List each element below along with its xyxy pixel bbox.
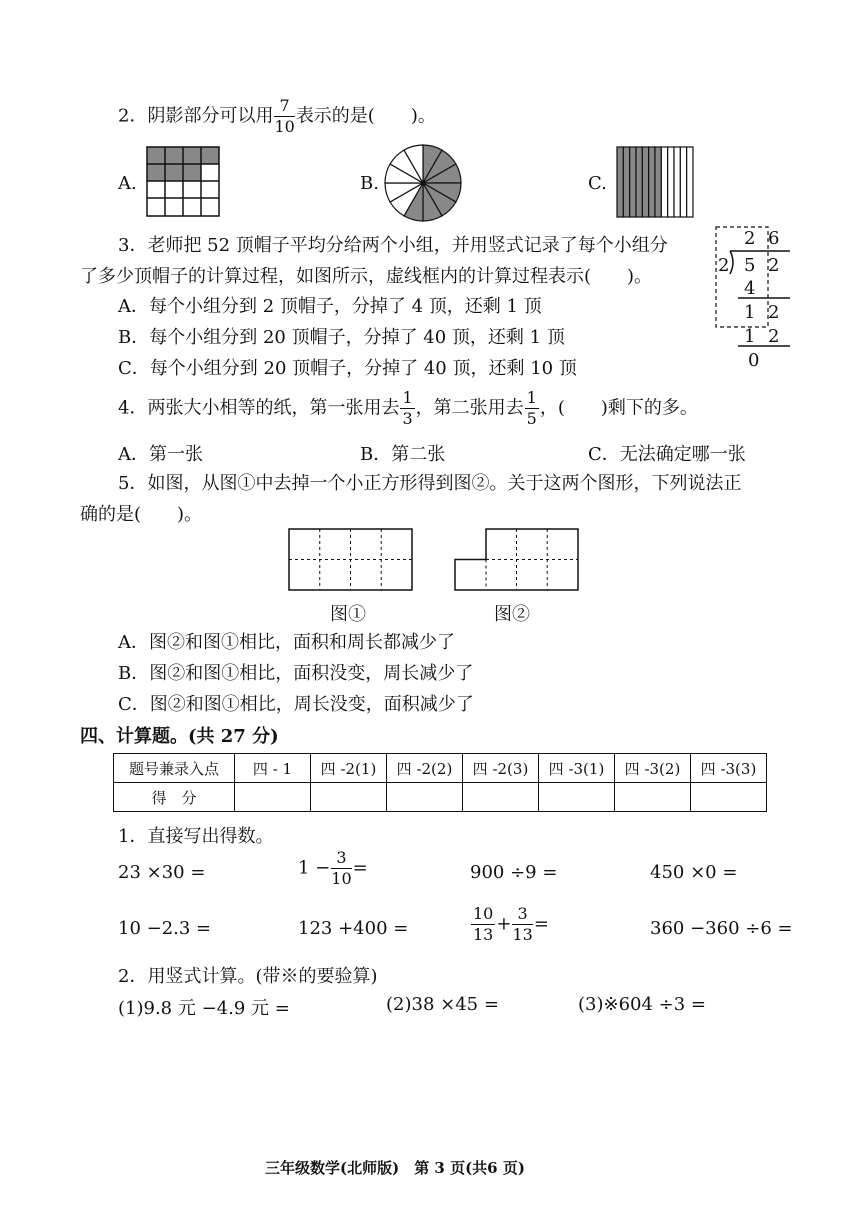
section-4-title: 四、计算题。(共 27 分)	[80, 726, 279, 747]
q5-figure-2-caption: 图②	[494, 604, 530, 625]
q5-stem-line1: 5．如图，从图①中去掉一个小正方形得到图②。关于这两个图形，下列说法正	[118, 473, 742, 494]
calc2-title: 2．用竖式计算。(带※的要验算)	[118, 966, 378, 987]
score-cell[interactable]	[539, 783, 615, 812]
q3-option-a: A．每个小组分到 2 顶帽子，分掉了 4 顶，还剩 1 顶	[118, 296, 542, 317]
q2-fraction: $\frac{7}{10}$	[274, 96, 295, 136]
calc1-item-7: $\frac{10}{13}$ + $\frac{3}{13}$ =	[473, 904, 549, 944]
strip	[680, 147, 686, 217]
q2-stem: 2．阴影部分可以用 $\frac{7}{10}$ 表示的是( )。	[118, 96, 436, 136]
q4-option-c: C．无法确定哪一张	[588, 444, 746, 465]
score-cell[interactable]	[615, 783, 691, 812]
q3-option-c: C．每个小组分到 20 顶帽子，分掉了 40 顶，还剩 10 顶	[118, 358, 577, 379]
strip	[636, 147, 642, 217]
score-cell[interactable]	[311, 783, 387, 812]
calc1-title: 1．直接写出得数。	[118, 826, 274, 847]
q4-option-b: B．第二张	[360, 444, 446, 465]
q2-option-c-label: C.	[588, 173, 607, 194]
score-table-header-row: 题号兼录入点 四 - 1 四 -2(1) 四 -2(2) 四 -2(3) 四 -3(1) 四 -3(2) 四 -3(3)	[114, 754, 767, 783]
q5-option-a: A．图②和图①相比，面积和周长都减少了	[118, 632, 455, 653]
calc1-item-6: 123 +400 =	[298, 918, 409, 939]
q2-option-b-label: B.	[360, 173, 379, 194]
calc1-item-8: 360 −360 ÷6 =	[650, 918, 793, 939]
score-cell[interactable]	[691, 783, 767, 812]
calc1-item-3: 900 ÷9 =	[470, 862, 558, 883]
strip	[687, 147, 693, 217]
strip	[649, 147, 655, 217]
q3-stem-line2: 了多少顶帽子的计算过程，如图所示，虚线框内的计算过程表示( )。	[80, 266, 653, 287]
strip	[617, 147, 623, 217]
calc2-item-2: (2)38 ×45 =	[386, 994, 499, 1015]
q4-stem: 4．两张大小相等的纸，第一张用去 $\frac{1}{3}$ ，第二张用去 $\frac{1}{5}$ ，( )剩下的多。	[118, 388, 698, 428]
q3-option-b: B．每个小组分到 20 顶帽子，分掉了 40 顶，还剩 1 顶	[118, 327, 565, 348]
q4-option-a: A．第一张	[118, 444, 203, 465]
q2-option-a-label: A.	[118, 173, 137, 194]
q5-figure-2	[454, 528, 580, 592]
score-cell[interactable]	[463, 783, 539, 812]
q2-figure-c-strips	[616, 146, 694, 218]
q5-figure-1	[288, 528, 414, 592]
calc1-item-2: 1 − $\frac{3}{10}$ =	[298, 848, 368, 888]
calc2-item-1: (1)9.8 元 −4.9 元 =	[118, 998, 290, 1019]
strip	[623, 147, 629, 217]
page-footer: 三年级数学(北师版) 第 3 页(共6 页)	[265, 1159, 525, 1177]
strip	[642, 147, 648, 217]
strip	[674, 147, 680, 217]
q5-option-b: B．图②和图①相比，面积没变，周长减少了	[118, 663, 474, 684]
strip	[655, 147, 661, 217]
q5-option-c: C．图②和图①相比，周长没变，面积减少了	[118, 694, 474, 715]
strip	[630, 147, 636, 217]
score-table-score-row: 得 分	[114, 783, 767, 812]
calc1-item-5: 10 −2.3 =	[118, 918, 212, 939]
q5-stem-line2: 确的是( )。	[80, 504, 203, 525]
calc1-item-4: 450 ×0 =	[650, 862, 738, 883]
score-table	[113, 753, 767, 812]
strip	[661, 147, 667, 217]
q2-figure-b-circle	[383, 143, 463, 223]
strip	[668, 147, 674, 217]
q3-long-division: 2 6 2 5 2 4 1 2 1 2 0	[718, 228, 780, 371]
q5-figure-1-caption: 图①	[330, 604, 366, 625]
calc1-item-1: 23 ×30 =	[118, 862, 206, 883]
calc2-item-3: (3)※604 ÷3 =	[578, 994, 706, 1015]
score-cell[interactable]	[235, 783, 311, 812]
q3-stem-line1: 3．老师把 52 顶帽子平均分给两个小组，并用竖式记录了每个小组分	[118, 235, 668, 256]
score-cell[interactable]	[387, 783, 463, 812]
q2-figure-a-grid	[146, 146, 220, 218]
